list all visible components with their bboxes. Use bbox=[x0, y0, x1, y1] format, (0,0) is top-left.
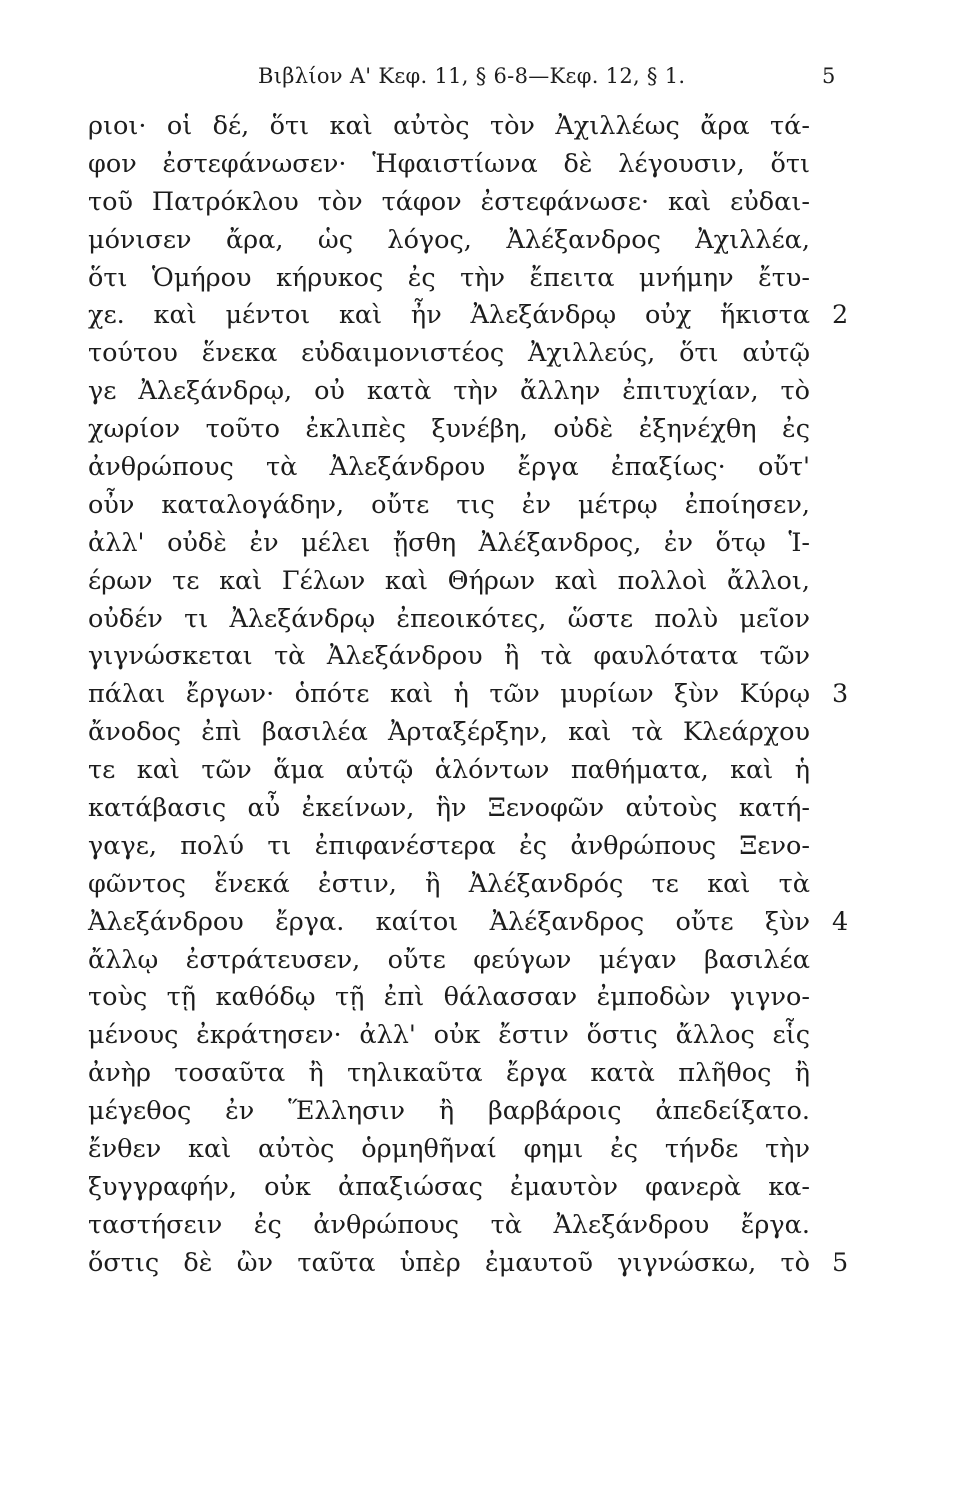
text-line bbox=[88, 1245, 849, 1283]
text-line bbox=[88, 942, 818, 980]
text-line bbox=[88, 146, 818, 184]
line-text: ἀνὴρ τοσαῦτα ἢ τηλικαῦτα ἔργα κατὰ πλῆθος ἢ bbox=[88, 1058, 810, 1089]
text-line bbox=[88, 1017, 818, 1055]
line-text: ριοι· οἱ δέ, ὅτι καὶ αὐτὸς τὸν Ἀχιλλέως ἄρα τά- bbox=[88, 111, 810, 141]
text-line bbox=[88, 828, 818, 866]
line-text: ἄνοδος ἐπὶ βασιλέα Ἀρταξέρξην, καὶ τὰ Κλεάρχου bbox=[88, 717, 810, 748]
line-text: γαγε, πολύ τι ἐπιφανέστερα ἐς ἀνθρώπους Ξενο- bbox=[88, 830, 810, 861]
text-line bbox=[88, 904, 849, 942]
line-text: χωρίον τοῦτο ἐκλιπὲς ξυνέβη, οὐδὲ ἐξηνέχθη ἐς bbox=[88, 414, 810, 445]
text-line bbox=[88, 790, 818, 828]
line-text: χε. καὶ μέντοι καὶ ἦν Ἀλεξάνδρῳ οὐχ ἥκιστα bbox=[88, 300, 810, 331]
line-text: οὐδέν τι Ἀλεξάνδρῳ ἐπεοικότες, ὥστε πολὺ μεῖον bbox=[88, 603, 810, 634]
text-line bbox=[88, 676, 849, 714]
text-line bbox=[88, 1207, 818, 1245]
line-text: τοὺς τῇ καθόδῳ τῇ ἐπὶ θάλασσαν ἐμποδὼν γιγνο- bbox=[88, 982, 810, 1013]
running-head: Βιβλίον Α' Κεφ. 11, § 6-8—Κεφ. 12, § 1. bbox=[258, 64, 686, 88]
line-text: μέγεθος ἐν Ἕλλησιν ἢ βαρβάροις ἀπεδείξατο. bbox=[88, 1096, 810, 1127]
line-text: τούτου ἕνεκα εὐδαιμονιστέος Ἀχιλλεύς, ὅτι αὐτῷ bbox=[88, 338, 810, 369]
text-line bbox=[88, 979, 818, 1017]
line-text: μόνισεν ἄρα, ὡς λόγος, Ἀλέξανδρος Ἀχιλλέα, bbox=[88, 224, 810, 255]
text-line bbox=[88, 563, 818, 601]
line-text: γε Ἀλεξάνδρῳ, οὐ κατὰ τὴν ἄλλην ἐπιτυχίαν, τὸ bbox=[88, 376, 810, 407]
text-line bbox=[88, 1093, 818, 1131]
line-text: φον ἐστεφάνωσεν· Ἡφαιστίωνα δὲ λέγουσιν, ὅτι bbox=[88, 148, 810, 179]
line-text: πάλαι ἔργων· ὁπότε καὶ ἡ τῶν μυρίων ξὺν Κύρῳ bbox=[88, 679, 810, 710]
line-text: ἀλλ' οὐδὲ ἐν μέλει ᾔσθη Ἀλέξανδρος, ἐν ὅτῳ Ἱ- bbox=[88, 527, 810, 558]
line-text: μένους ἐκράτησεν· ἀλλ' οὐκ ἔστιν ὅστις ἄλλος εἷς bbox=[88, 1020, 810, 1051]
body-text bbox=[88, 108, 849, 1283]
text-line bbox=[88, 714, 818, 752]
text-line bbox=[88, 866, 818, 904]
text-line bbox=[88, 1131, 818, 1169]
text-line bbox=[88, 1055, 818, 1093]
text-line bbox=[88, 260, 818, 298]
line-text: ταστήσειν ἐς ἀνθρώπους τὰ Ἀλεξάνδρου ἔργα. bbox=[88, 1209, 810, 1240]
text-line bbox=[88, 411, 818, 449]
section-number: 2 bbox=[832, 300, 849, 331]
text-line bbox=[88, 297, 849, 335]
line-text: Ἀλεξάνδρου ἔργα. καίτοι Ἀλέξανδρος οὔτε ξὺν bbox=[88, 906, 810, 937]
text-line bbox=[88, 449, 818, 487]
line-text: φῶντος ἕνεκά ἐστιν, ἢ Ἀλέξανδρός τε καὶ τὰ bbox=[88, 868, 810, 899]
text-line bbox=[88, 108, 818, 146]
text-line bbox=[88, 184, 818, 222]
text-line bbox=[88, 487, 818, 525]
line-text: γιγνώσκεται τὰ Ἀλεξάνδρου ἢ τὰ φαυλότατα τῶν bbox=[88, 641, 810, 672]
page-number: 5 bbox=[822, 64, 836, 88]
line-text: οὖν καταλογάδην, οὔτε τις ἐν μέτρῳ ἐποίησεν, bbox=[88, 489, 810, 520]
text-line bbox=[88, 335, 818, 373]
text-line bbox=[88, 601, 818, 639]
line-text: κατάβασις αὖ ἐκείνων, ἣν Ξενοφῶν αὐτοὺς κατή- bbox=[88, 793, 810, 824]
line-text: ἀνθρώπους τὰ Ἀλεξάνδρου ἔργα ἐπαξίως· οὔτ' bbox=[88, 452, 810, 483]
text-line bbox=[88, 752, 818, 790]
text-line bbox=[88, 638, 818, 676]
line-text: ἄλλῳ ἐστράτευσεν, οὔτε φεύγων μέγαν βασιλέα bbox=[88, 944, 810, 975]
section-number: 3 bbox=[832, 679, 849, 710]
line-text: ὅστις δὲ ὢν ταῦτα ὑπὲρ ἐμαυτοῦ γιγνώσκω, τὸ bbox=[88, 1247, 810, 1278]
line-text: τε καὶ τῶν ἅμα αὐτῷ ἁλόντων παθήματα, καὶ ἡ bbox=[88, 755, 810, 786]
line-text: ὅτι Ὁμήρου κήρυκος ἐς τὴν ἔπειτα μνήμην ἔτυ- bbox=[88, 262, 810, 293]
line-text: ἔνθεν καὶ αὐτὸς ὁρμηθῆναί φημι ἐς τήνδε τὴν bbox=[88, 1134, 810, 1165]
section-number: 4 bbox=[832, 906, 849, 937]
text-line bbox=[88, 222, 818, 260]
line-text: έρων τε καὶ Γέλων καὶ Θήρων καὶ πολλοὶ ἄλλοι, bbox=[88, 565, 810, 596]
section-number: 5 bbox=[832, 1247, 849, 1278]
line-text: ξυγγραφήν, οὐκ ἀπαξιώσας ἐμαυτὸν φανερὰ κα- bbox=[88, 1171, 810, 1202]
text-line bbox=[88, 1169, 818, 1207]
text-line bbox=[88, 373, 818, 411]
text-line bbox=[88, 525, 818, 563]
line-text: τοῦ Πατρόκλου τὸν τάφον ἐστεφάνωσε· καὶ εὐδαι- bbox=[88, 186, 810, 217]
